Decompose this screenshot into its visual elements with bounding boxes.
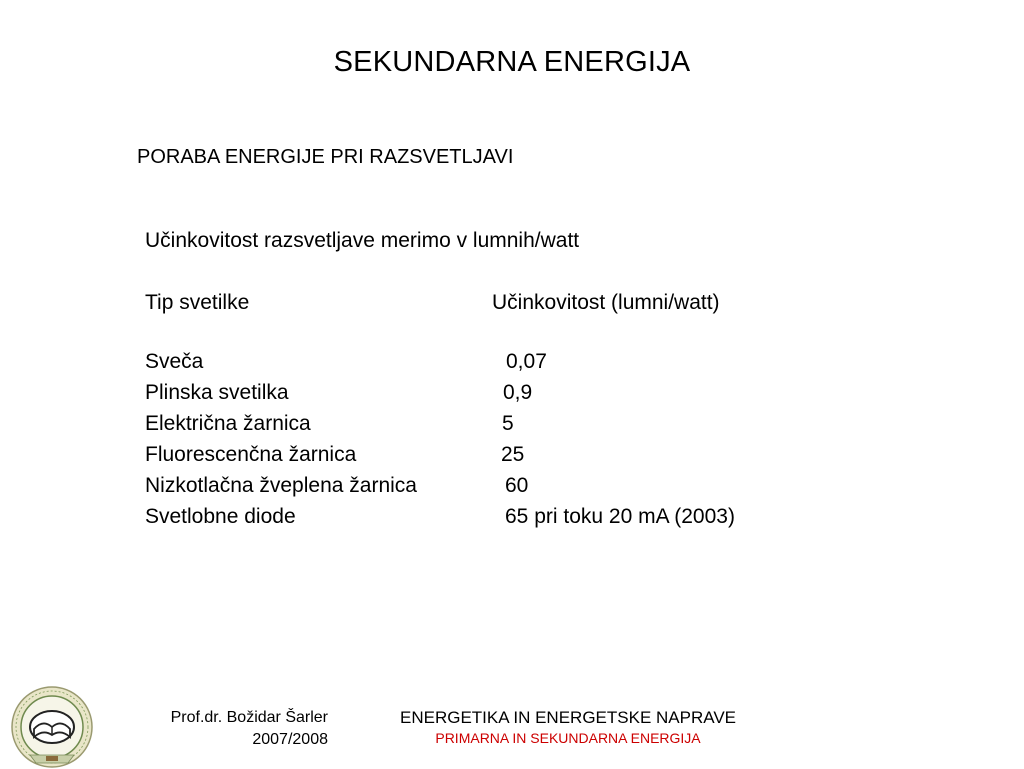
slide-subtitle: PORABA ENERGIJE PRI RAZSVETLJAVI [137, 146, 514, 168]
university-seal-icon [10, 685, 94, 769]
lamp-type: Plinska svetilka [145, 381, 289, 404]
lamp-type: Fluorescenčna žarnica [145, 443, 357, 466]
lamp-efficiency: 5 [502, 412, 514, 435]
author-name: Prof.dr. Božidar Šarler [170, 709, 328, 726]
course-title: ENERGETIKA IN ENERGETSKE NAPRAVE [400, 708, 736, 727]
slide-title: SEKUNDARNA ENERGIJA [333, 46, 691, 78]
lamp-type: Električna žarnica [145, 412, 311, 435]
intro-text: Učinkovitost razsvetljave merimo v lumnih/watt [145, 229, 580, 252]
lamp-efficiency: 65 pri toku 20 mA (2003) [505, 505, 735, 528]
academic-year: 2007/2008 [252, 731, 328, 748]
lamp-efficiency: 25 [501, 443, 525, 466]
table-row [145, 380, 845, 411]
table-row [145, 411, 845, 442]
table-row [145, 473, 845, 504]
lamp-type: Nizkotlačna žveplena žarnica [145, 474, 417, 497]
lamp-efficiency: 0,9 [503, 381, 533, 404]
table-row [145, 504, 845, 535]
lamp-type: Svetlobne diode [145, 505, 296, 528]
footer-author-block [171, 707, 328, 751]
table-header-type: Tip svetilke [145, 291, 250, 314]
table-header-efficiency: Učinkovitost (lumni/watt) [492, 291, 720, 314]
lamp-efficiency: 0,07 [506, 350, 547, 373]
lamp-type: Sveča [145, 350, 204, 373]
topic-title: PRIMARNA IN SEKUNDARNA ENERGIJA [435, 730, 701, 746]
table-row [145, 349, 845, 380]
efficiency-table [145, 349, 845, 535]
lamp-efficiency: 60 [505, 474, 529, 497]
table-row [145, 442, 845, 473]
